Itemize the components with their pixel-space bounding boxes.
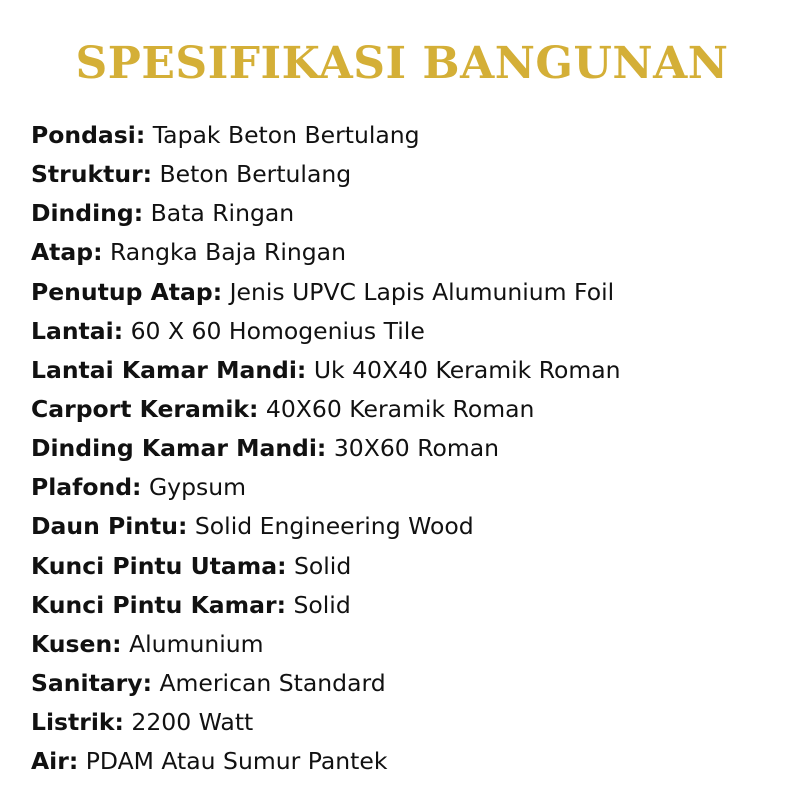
spec-value: 40X60 Keramik Roman xyxy=(265,394,535,423)
spec-row-kunci-pintu-kamar xyxy=(31,586,791,625)
spec-value: PDAM Atau Sumur Pantek xyxy=(85,747,388,776)
spec-row-penutup-atap xyxy=(31,273,791,312)
spec-list xyxy=(31,116,791,781)
spec-value: 60 X 60 Homogenius Tile xyxy=(130,316,425,345)
spec-value: Solid Engineering Wood xyxy=(194,512,474,541)
spec-value: Jenis UPVC Lapis Alumunium Foil xyxy=(229,277,615,306)
spec-label: Kunci Pintu Utama: xyxy=(31,551,287,580)
spec-row-struktur xyxy=(31,155,791,194)
spec-value: Beton Bertulang xyxy=(159,160,352,189)
spec-value: Uk 40X40 Keramik Roman xyxy=(313,355,621,384)
spec-row-listrik xyxy=(31,703,791,742)
spec-label: Air: xyxy=(31,747,79,776)
spec-row-sanitary xyxy=(31,664,791,703)
spec-row-air xyxy=(31,742,791,781)
spec-label: Dinding: xyxy=(31,199,144,228)
spec-label: Struktur: xyxy=(31,160,153,189)
spec-value: Alumunium xyxy=(129,629,264,658)
spec-label: Sanitary: xyxy=(31,668,152,697)
spec-label: Carport Keramik: xyxy=(31,394,259,423)
spec-row-lantai-kamar-mandi xyxy=(31,351,791,390)
spec-label: Atap: xyxy=(31,238,103,267)
page-title: SPESIFIKASI BANGUNAN xyxy=(75,38,729,89)
spec-label: Listrik: xyxy=(31,708,124,737)
spec-row-pondasi xyxy=(31,116,791,155)
spec-row-dinding xyxy=(31,194,791,233)
spec-row-lantai xyxy=(31,312,791,351)
spec-value: Solid xyxy=(293,590,351,619)
spec-row-atap xyxy=(31,233,791,272)
spec-label: Kusen: xyxy=(31,629,122,658)
spec-label: Dinding Kamar Mandi: xyxy=(31,434,327,463)
spec-value: 2200 Watt xyxy=(131,708,254,737)
spec-row-kusen xyxy=(31,625,791,664)
spec-label: Lantai: xyxy=(31,316,124,345)
spec-label: Pondasi: xyxy=(31,121,146,149)
spec-label: Penutup Atap: xyxy=(31,277,223,306)
spec-value: Solid xyxy=(293,551,352,580)
spec-value: 30X60 Roman xyxy=(333,434,500,463)
spec-row-carport-keramik xyxy=(31,390,791,429)
spec-label: Plafond: xyxy=(31,473,142,502)
spec-label: Lantai Kamar Mandi: xyxy=(31,355,307,384)
spec-value: American Standard xyxy=(159,668,386,697)
spec-value: Bata Ringan xyxy=(150,199,295,228)
spec-row-plafond xyxy=(31,468,791,507)
spec-value: Gypsum xyxy=(148,473,247,502)
spec-row-daun-pintu xyxy=(31,507,791,546)
spec-row-dinding-kamar-mandi xyxy=(31,429,791,468)
spec-label: Daun Pintu: xyxy=(31,512,188,541)
spec-row-kunci-pintu-utama xyxy=(31,547,791,586)
spec-value: Tapak Beton Bertulang xyxy=(152,121,420,149)
spec-label: Kunci Pintu Kamar: xyxy=(31,590,286,619)
spec-value: Rangka Baja Ringan xyxy=(109,238,346,267)
